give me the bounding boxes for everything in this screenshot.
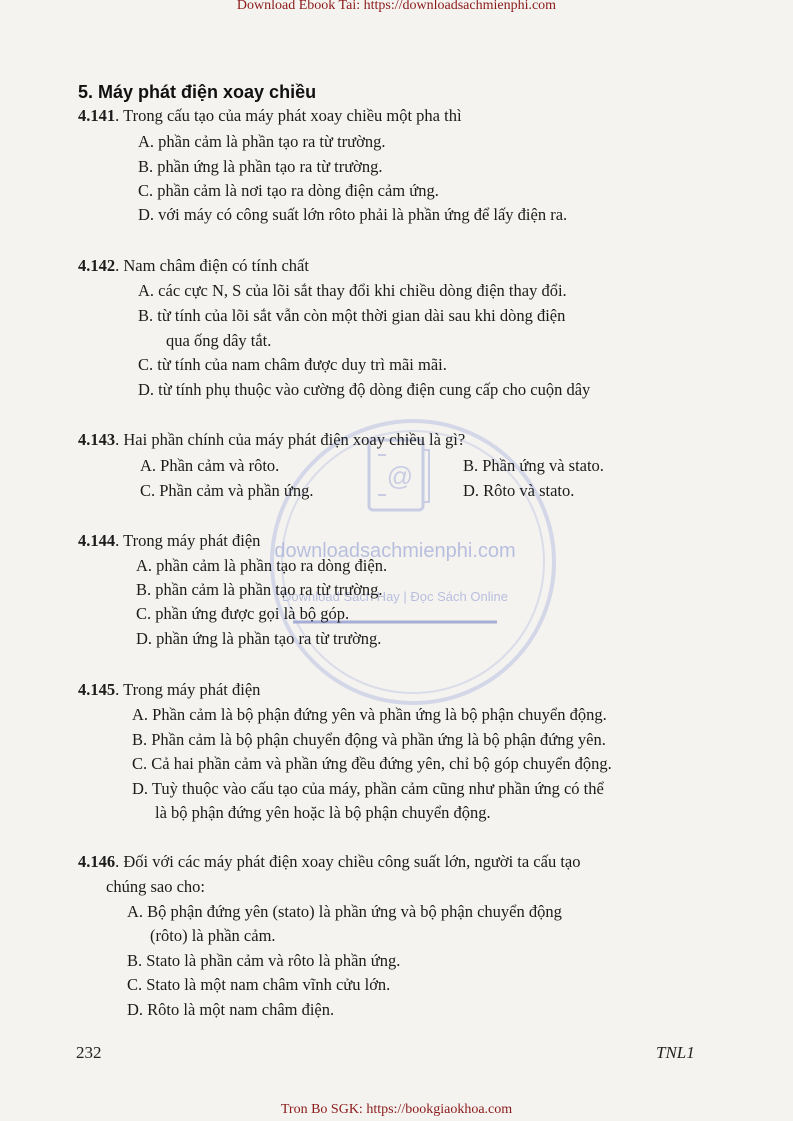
question-stem: Trong máy phát điện [123, 531, 261, 550]
question-4-141: 4.141. Trong cấu tạo của máy phát xoay chiều một pha thì [78, 106, 462, 125]
option-b: B. từ tính của lõi sắt vẫn còn một thời gian dài sau khi dòng điện [138, 306, 566, 325]
option-b: B. Stato là phần cảm và rôto là phần ứng. [127, 951, 401, 970]
watermark-tagline: Download Sách Hay | Đọc Sách Online [282, 589, 508, 604]
section-title: 5. Máy phát điện xoay chiều [78, 82, 317, 102]
option-c: C. Stato là một nam châm vĩnh cửu lớn. [127, 975, 391, 994]
option-d: D. với máy có công suất lớn rôto phải là phần ứng để lấy điện ra. [138, 205, 568, 224]
footer-sgk-link[interactable]: Tron Bo SGK: https://bookgiaokhoa.com [280, 1102, 513, 1117]
option-a: A. phần cảm là phần tạo ra từ trường. [138, 132, 386, 151]
question-4-143: 4.143. Hai phần chính của máy phát điện xoay chiều là gì? [78, 430, 466, 449]
option-d: D. Rôto là một nam châm điện. [127, 1000, 335, 1019]
question-number: 4.143 [78, 430, 116, 449]
option-c: C. phần ứng được gọi là bộ góp. [136, 604, 350, 623]
option-d: D. Tuỳ thuộc vào cấu tạo của máy, phần cảm cũng như phần ứng có thể [132, 779, 604, 798]
option-b: B. phần ứng là phần tạo ra từ trường. [138, 157, 383, 176]
page-code: TNL1 [656, 1043, 695, 1062]
option-a: A. phần cảm là phần tạo ra dòng điện. [136, 556, 388, 575]
question-stem: Nam châm điện có tính chất [123, 256, 309, 275]
option-b: B. phần cảm là phần tạo ra từ trường. [136, 580, 383, 599]
question-stem-continued: chúng sao cho: [106, 877, 205, 896]
option-c: C. Phần cảm và phần ứng. [140, 481, 314, 500]
question-number: 4.146 [78, 852, 116, 871]
question-stem: Trong cấu tạo của máy phát xoay chiều một pha thì [123, 106, 462, 125]
option-a: A. Bộ phận đứng yên (stato) là phần ứng và bộ phận chuyển động [127, 902, 562, 921]
question-stem: Trong máy phát điện [123, 680, 261, 699]
question-4-144: 4.144. Trong máy phát điện [78, 531, 261, 550]
question-number: 4.142 [78, 256, 116, 275]
option-b: B. Phần cảm là bộ phận chuyển động và phần ứng là bộ phận đứng yên. [132, 730, 606, 749]
question-4-146: 4.146. Đối với các máy phát điện xoay chiều công suất lớn, người ta cấu tạo [78, 852, 581, 871]
option-b: B. Phần ứng và stato. [463, 456, 604, 475]
question-stem: Đối với các máy phát điện xoay chiều công suất lớn, người ta cấu tạo [123, 852, 581, 871]
book-at-icon [369, 440, 429, 510]
question-number: 4.144 [78, 531, 116, 550]
option-a: A. các cực N, S của lõi sắt thay đổi khi chiều dòng điện thay đổi. [138, 281, 567, 300]
option-d-continued: là bộ phận đứng yên hoặc là bộ phận chuyển động. [155, 803, 491, 822]
option-c: C. phần cảm là nơi tạo ra dòng điện cảm ứng. [138, 181, 439, 200]
watermark-site: downloadsachmienphi.com [274, 540, 516, 562]
option-d: D. Rôto và stato. [463, 481, 575, 500]
question-number: 4.141 [78, 106, 116, 125]
question-number: 4.145 [78, 680, 116, 699]
option-c: C. từ tính của nam châm được duy trì mãi mãi. [138, 355, 447, 374]
option-a-continued: (rôto) là phần cảm. [150, 926, 276, 945]
option-d: D. phần ứng là phần tạo ra từ trường. [136, 629, 382, 648]
option-c: C. Cả hai phần cảm và phần ứng đều đứng yên, chỉ bộ góp chuyển động. [132, 754, 612, 773]
question-4-145: 4.145. Trong máy phát điện [78, 680, 261, 699]
svg-text:@: @ [386, 461, 414, 491]
question-4-142: 4.142. Nam châm điện có tính chất [78, 256, 309, 275]
header-download-link[interactable]: Download Ebook Tai: https://downloadsachmienphi.com [236, 0, 557, 13]
option-d: D. từ tính phụ thuộc vào cường độ dòng điện cung cấp cho cuộn dây [138, 380, 591, 399]
option-b-continued: qua ống dây tắt. [166, 331, 272, 350]
page-number: 232 [76, 1043, 102, 1062]
question-stem: Hai phần chính của máy phát điện xoay chiều là gì? [123, 430, 466, 449]
option-a: A. Phần cảm là bộ phận đứng yên và phần ứng là bộ phận chuyển động. [132, 705, 607, 724]
option-a: A. Phần cảm và rôto. [140, 456, 280, 475]
